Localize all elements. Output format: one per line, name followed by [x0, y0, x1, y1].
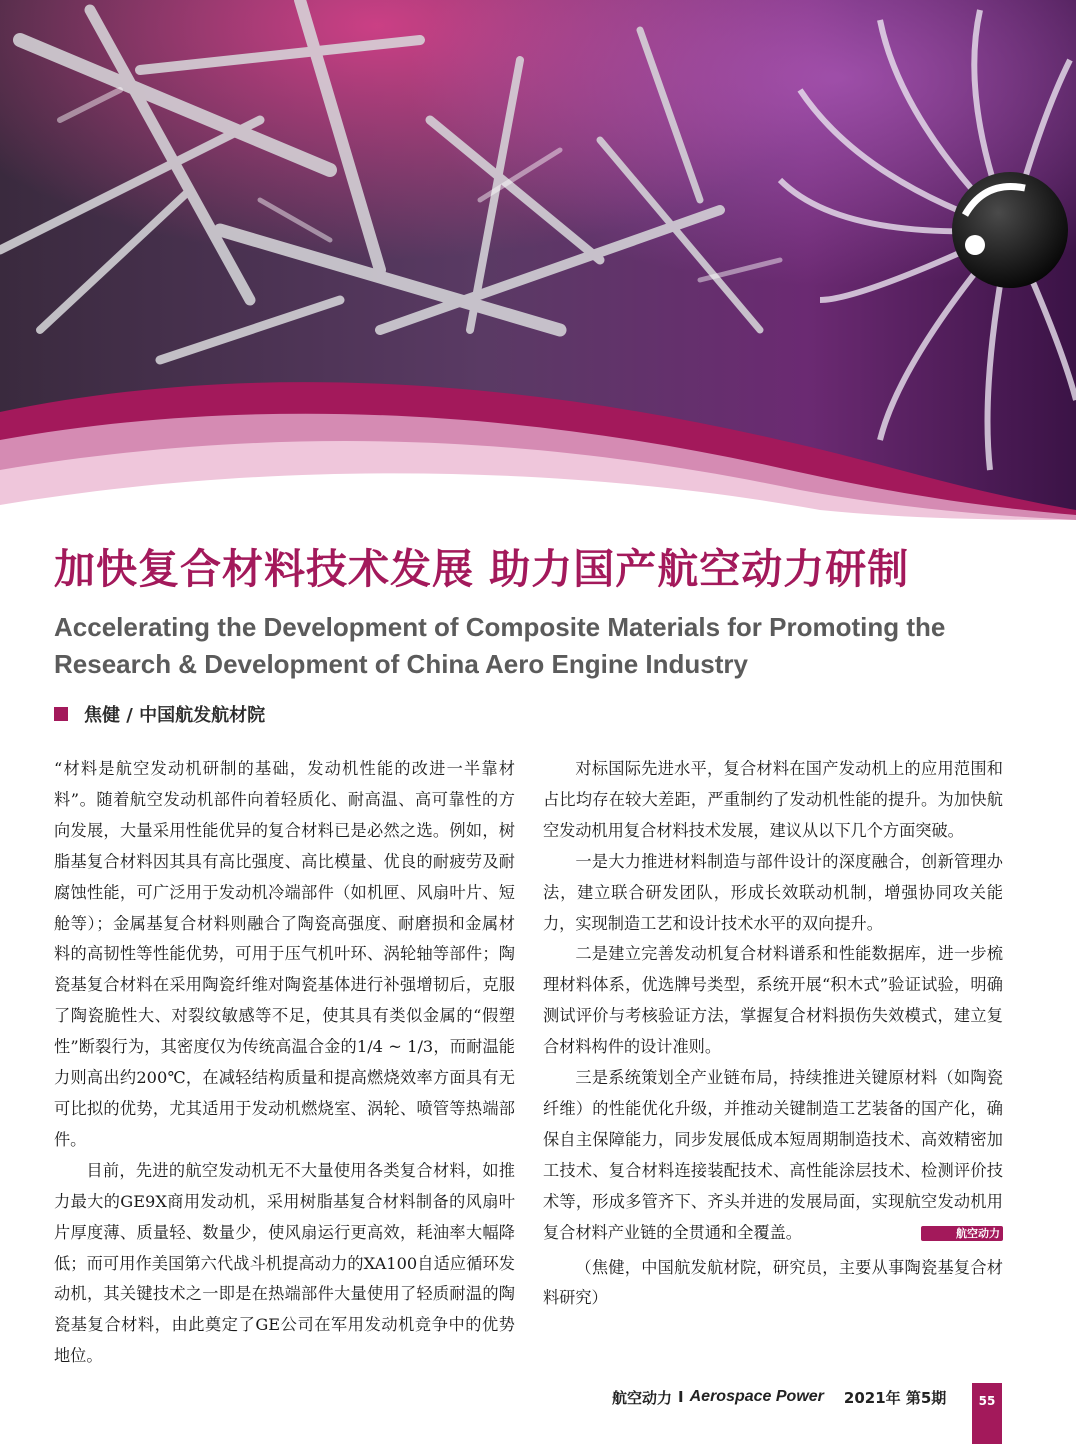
article-title-english: Accelerating the Development of Composite Materials for Promoting the Research & Development of China Aero Engine Industry — [54, 612, 946, 679]
paragraph-4: 一是大力推进材料制造与部件设计的深度融合，创新管理办法，建立联合研发团队，形成长效联动机制，增强协同攻关能力，实现制造工艺和设计技术水平的双向提升。 — [543, 851, 1003, 933]
body-column-left — [54, 754, 515, 1372]
banner-illustration — [0, 0, 1076, 520]
byline-marker-icon — [54, 707, 68, 721]
header-banner-image — [0, 0, 1076, 520]
paragraph-6 — [543, 1063, 1003, 1248]
footer-magazine-cn: 航空动力 — [612, 1388, 673, 1407]
footer-issue: 2021年 第5期 — [843, 1388, 947, 1407]
article-title-chinese: 加快复合材料技术发展 助力国产航空动力研制 — [54, 545, 910, 593]
author-bio: （焦健，中国航发航材院，研究员，主要从事陶瓷基复合材料研究） — [543, 1257, 1003, 1308]
byline — [54, 701, 265, 727]
paragraph-5: 二是建立完善发动机复合材料谱系和性能数据库，进一步梳理材料体系，优选牌号类型，系统开展“积木式”验证试验，明确测试评价与考核验证方法，掌握复合材料损伤失效模式，建立复合材料构件的设计准则。 — [543, 944, 1003, 1057]
body-column-right — [543, 754, 1003, 1314]
page-number: 55 — [978, 1394, 996, 1408]
page-footer — [612, 1383, 946, 1411]
paragraph-3: 对标国际先进水平，复合材料在国产发动机上的应用范围和占比均存在较大差距，严重制约了发动机性能的提升。为加快航空发动机用复合材料技术发展，建议从以下几个方面突破。 — [543, 759, 1003, 840]
paragraph-1: “材料是航空发动机研制的基础，发动机性能的改进一半靠材料”。随着航空发动机部件向着轻质化、耐高温、高可靠性的方向发展，大量采用性能优异的复合材料已是必然之选。例如，树脂基复合材料因其具有高比强度、高比模量、优良的耐疲劳及耐腐蚀性能，可广泛用于发动机冷端部件（如机匣、风扇叶片、短舱等）；金属基复合材料则融合了陶瓷高强度、耐磨损和金属材料的高韧性等性能优势，可用于压气机叶环、涡轮轴等部件；陶瓷基复合材料在采用陶瓷纤维对陶瓷基体进行补强增韧后，克服了陶瓷脆性大、对裂纹敏感等不足，使其具有类似金属的“假塑性”断裂行为，其密度仅为传统高温合金的1/4 ~ 1/3，而耐温能力则高出约200℃，在减轻结构质量和提高燃烧效率方面具有无可比拟的优势，尤其适用于发动机燃烧室、涡轮、喷管等热端部件。 — [54, 759, 515, 1149]
paragraph-6-text: 三是系统策划全产业链布局，持续推进关键原材料（如陶瓷纤维）的性能优化升级，并推动关键制造工艺装备的国产化，确保自主保障能力，同步发展低成本短周期制造技术、高效精密加工技术、复合材料连接装配技术、高性能涂层技术、检测评价技术等，形成多管齐下、齐头并进的发展局面，实现航空发动机用复合材料产业链的全贯通和全覆盖。 — [543, 1068, 1003, 1242]
footer-separator: I — [678, 1388, 684, 1406]
page-number-tab — [972, 1383, 1002, 1444]
paragraph-2: 目前，先进的航空发动机无不大量使用各类复合材料，如推力最大的GE9X商用发动机，采用树脂基复合材料制备的风扇叶片厚度薄、质量轻、数量少，使风扇运行更高效，耗油率大幅降低；而可用作美国第六代战斗机提高动力的XA100自适应循环发动机，其关键技术之一即是在热端部件大量使用了轻质耐温的陶瓷基复合材料，由此奠定了GE公司在军用发动机竞争中的优势地位。 — [54, 1160, 515, 1366]
byline-text: 焦健 / 中国航发航材院 — [84, 705, 266, 726]
footer-magazine-en: Aerospace Power — [689, 1388, 824, 1405]
end-mark-tag: 航空动力 — [921, 1226, 1003, 1241]
